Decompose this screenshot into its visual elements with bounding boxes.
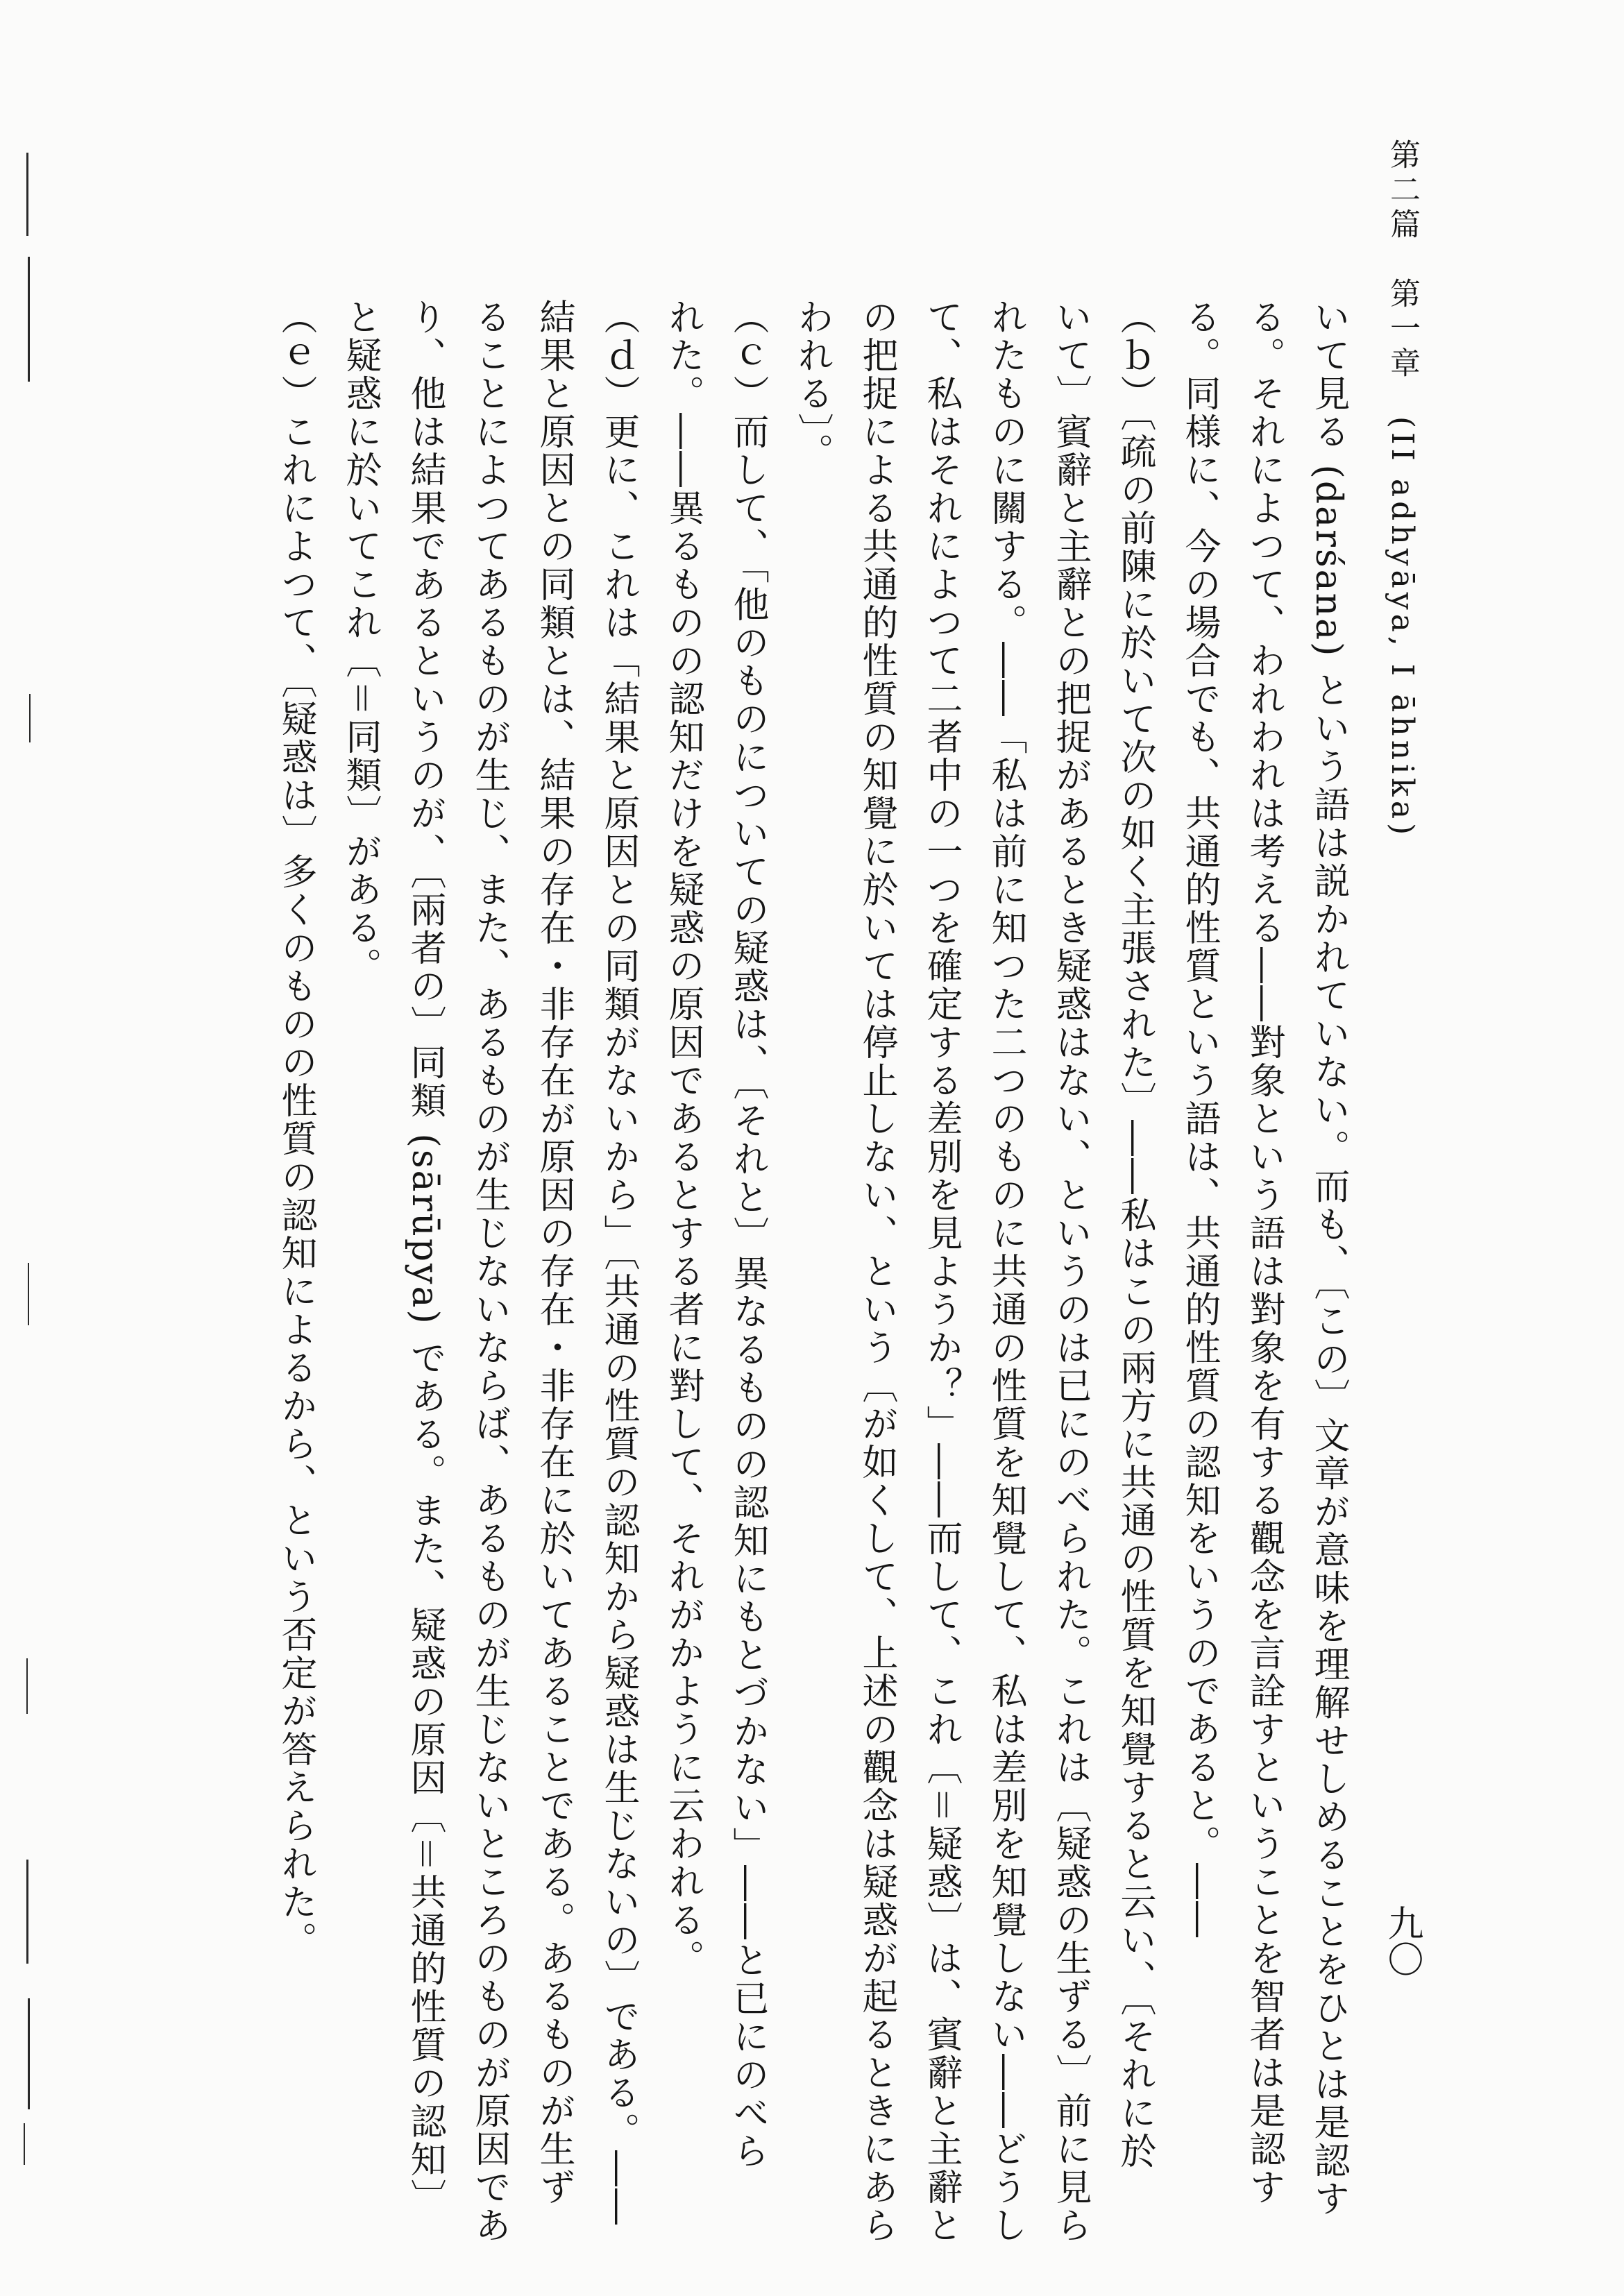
scan-artifact-line (26, 1658, 28, 1714)
text-column: 結果と原因との同類とは、結果の存在・非存在が原因の存在・非存在に於いてあることである。あるものが生ず (533, 298, 575, 2206)
paragraph-d-start: （ｄ）更に、これは「結果と原因との同類がないから」〔共通の性質の認知から疑惑は生じないの〕である。―― (598, 298, 639, 2227)
paragraph-e-start: （ｅ）これによつて、〔疑惑は〕多くのものの性質の認知によるから、という否定が答えられた。 (275, 298, 316, 1959)
text-column: ることによつてあるものが生じ、また、あるものが生じないならば、あるものが生じないところのものが原因であ (468, 298, 510, 2245)
scan-artifact-line (26, 1860, 28, 1964)
text-column: と疑惑に於いてこれ〔＝同類〕がある。 (339, 298, 381, 986)
text-column: れたものに關する。――「私は前に知つた二つのものに共通の性質を知覺して、私は差別を知覺しない――どうし (985, 298, 1026, 2245)
text-column: の把捉による共通的性質の知覺に於いては停止しない、という〔が如くして、上述の觀念は疑惑が起るときにあら (856, 298, 897, 2245)
text-column: る。同様に、今の場合でも、共通的性質という語は、共通的性質の認知をいうのであると。―― (1178, 298, 1220, 1939)
text-column: れた。――異るものの認知だけを疑惑の原因であるとする者に對して、それがかように云われる。 (662, 298, 704, 1978)
scan-artifact-line (24, 2123, 25, 2165)
scan-artifact-line (29, 694, 31, 742)
text-column: いて見る (darśana) という語は説かれていない。而も、〔この〕文章が意味を理解せしめることをひとは是認す (1308, 298, 1349, 2218)
text-column: われる〕。 (791, 298, 833, 471)
text-column: る。それによつて、われわれは考える――對象という語は對象を有する觀念を言詮すということを智者は是認す (1243, 298, 1285, 2206)
page-number: 九〇 (1381, 1905, 1423, 1977)
scan-artifact-line (28, 1263, 29, 1325)
running-header: 第二篇 第一章 (II adhyāya, I āhnika) (1385, 139, 1420, 840)
scan-artifact-line (28, 257, 30, 382)
text-column: て、私はそれによつて二者中の一つを確定する差別を見ようか？」――而して、これ〔＝疑惑〕は、賓辭と主辭と (920, 298, 962, 2245)
text-column: いて〕賓辭と主辭との把捉があるとき疑惑はない、というのは已にのべられた。これは〔疑惑の生ずる〕前に見ら (1049, 298, 1091, 2245)
scan-artifact-line (28, 1998, 30, 2109)
vertical-body-text (263, 298, 1360, 2245)
text-column: り、他は結果であるというのが、〔兩者の〕同類 (sārūpya) である。また、疑惑の原因〔＝共通的性質の認知〕 (404, 298, 446, 2218)
paragraph-c-start: （ｃ）而して、「他のものについての疑惑は、〔それと〕異なるものの認知にもとづかない」――と已にのべら (727, 298, 768, 2170)
scan-artifact-line (26, 153, 28, 236)
paragraph-b-start: （ｂ）〔疏の前陳に於いて次の如く主張された〕――私はこの兩方に共通の性質を知覺すると云い、〔それに於 (1114, 298, 1156, 2170)
